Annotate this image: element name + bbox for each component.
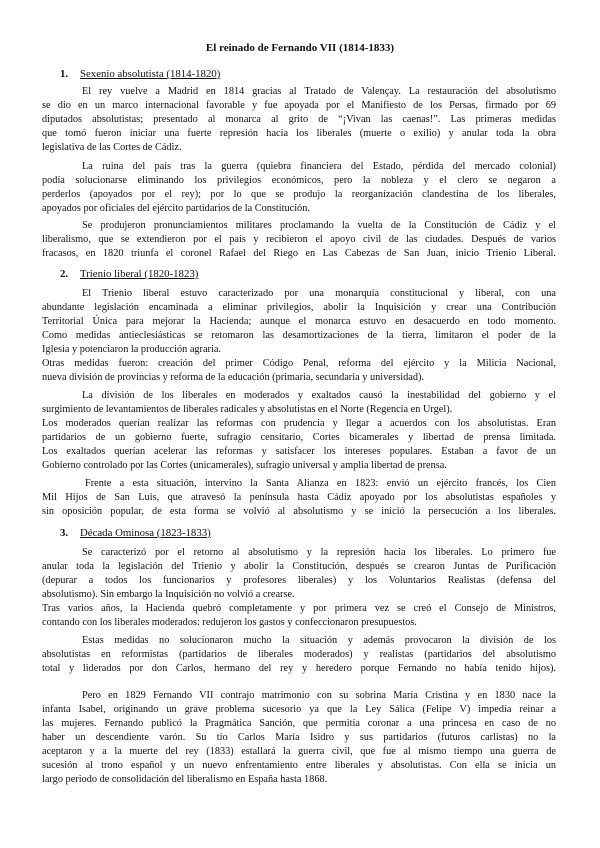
paragraph-line: La ruina del país tras la guerra (quiebra financiera del Estado, pérdida del mercado colonial) <box>82 161 556 172</box>
paragraph-line: surgimiento de levantamientos de liberales radicales y absolutistas en el Norte (Regencia en Urgel). <box>42 404 453 415</box>
paragraph-line: infanta Isabel, originando un grave problema sucesorio ya que la Ley Sálica (Felipe V) impedía reinar a <box>42 704 556 715</box>
paragraph-line: total y liderados por don Carlos, hermano del rey y heredero porque Fernando no había tenido hijos). <box>42 663 556 674</box>
paragraph-line: nueva división de provincias y reforma de la educación (primaria, secundaria y universidad). <box>42 372 424 383</box>
paragraph-line: aceptaron y a la muerte del rey (1833) estallará la guerra civil, que fue al mismo tiempo una guerra de <box>42 746 556 757</box>
paragraph-line: Territorial Única para mejorar la Hacienda; aunque el monarca estuvo en desacuerdo en todo momento. <box>42 316 556 327</box>
section-title: Década Ominosa (1823-1833) <box>80 527 211 539</box>
paragraph-line: diputados absolutistas; presentado al monarca al grito de “¡Vivan las caenas!”. Las primeras medidas <box>42 114 556 125</box>
paragraph-line: sin oposición popular, de esta forma se volvió al absolutismo y se inició la persecución a los liberales. <box>42 506 556 517</box>
paragraph-line: Se caracterizó por el retorno al absolutismo y la represión hacia los liberales. Lo primero fue <box>82 547 556 558</box>
document-title: El reinado de Fernando VII (1814-1833) <box>205 42 395 54</box>
paragraph-line: Iglesia y potenciaron la producción agraria. <box>42 344 221 355</box>
section-number: 2. <box>60 268 69 280</box>
paragraph-line: abundante legislación encaminada a eliminar privilegios, abolir la Inquisición y crear una Contribución <box>42 302 556 313</box>
paragraph-line: sucesión al trono español y un nuevo enfrentamiento entre liberales y absolutistas. Con ella se inicia un <box>42 760 556 771</box>
paragraph-line: las mujeres. Fernando publicó la Pragmática Sanción, que permitía coronar a una princesa en caso de no <box>42 718 556 729</box>
section-title: Trienio liberal (1820-1823) <box>80 268 199 280</box>
paragraph-line: El Trienio liberal estuvo caracterizado por una monarquía constitucional y liberal, con una <box>82 288 556 299</box>
section-heading-trienio <box>60 267 198 281</box>
paragraph-line: apoyados por oficiales del ejército partidarios de la Constitución. <box>42 203 310 214</box>
section-number: 1. <box>60 68 69 80</box>
paragraph-line: largo periodo de consolidación del liberalismo en España hasta 1868. <box>42 774 328 785</box>
paragraph-line: absolutistas en reformistas (partidarios de liberales moderados) y realistas (partidarios del absolutismo <box>42 649 556 660</box>
paragraph-line: Como medidas antieclesiásticas se retomaron las desamortizaciones de la tierra, limitaron el poder de la <box>42 330 556 341</box>
paragraph-line: (depurar a todos los funcionarios y profesores liberales) y los Voluntarios Realistas (defensa del <box>42 575 556 586</box>
paragraph-line: fracasos, en 1820 triunfa el coronel Rafael del Riego en Las Cabezas de San Juan, inicio Trienio Liberal. <box>42 248 556 259</box>
section-number: 3. <box>60 527 69 539</box>
paragraph-line: Se produjeron pronunciamientos militares proclamando la vuelta de la Constitución de Cádiz y el <box>82 220 556 231</box>
paragraph-line: anular toda la legislación del Trienio y abolir la Constitución, después se crearon Juntas de Purificación <box>42 561 556 572</box>
paragraph-line: Mil Hijos de San Luis, que atravesó la península hasta Cádiz apoyado por los absolutistas españoles y <box>42 492 556 503</box>
paragraph-line: Estas medidas no solucionaron mucho la situación y además provocaron la división de los <box>82 635 556 646</box>
paragraph-line: podía solucionarse eliminando los privilegios económicos, pero la nobleza y el clero se negaron a <box>42 175 556 186</box>
paragraph-line: liberalismo, que se extendieron por el país y recibieron el apoyo civil de las ciudades. Después de varios <box>42 234 556 245</box>
paragraph-line: contando con los liberales moderados: redujeron los gastos y confeccionaron presupuestos. <box>42 617 417 628</box>
paragraph-line: se dio en un marco internacional favorable y fue apoyada por el Manifiesto de los Persas, firmado por 69 <box>42 100 556 111</box>
section-title: Sexenio absolutista (1814-1820) <box>80 68 221 80</box>
paragraph-line: Los exaltados querían acelerar las reformas y satisfacer los intereses populares. Estaban a favor de un <box>42 446 556 457</box>
section-heading-decada-ominosa <box>60 526 211 540</box>
paragraph-line: absolutismo). Sin embargo la Inquisición no volvió a crearse. <box>42 589 295 600</box>
paragraph-line: partidarios de un gobierno fuerte, sufragio censitario, Cortes bicamerales y libertad de prensa limitada. <box>42 432 556 443</box>
paragraph-line: Frente a esta situación, intervino la Santa Alianza en 1823: envió un ejército francés, los Cien <box>85 478 556 489</box>
section-heading-sexenio <box>60 67 220 81</box>
paragraph-line: haber un descendiente varón. Su tío Carlos María Isidro y sus partidarios (futuros carlistas) no la <box>42 732 556 743</box>
paragraph-line: Pero en 1829 Fernando VII contrajo matrimonio con su sobrina María Cristina y en 1830 nace la <box>82 690 556 701</box>
paragraph-line: Tras varios años, la Hacienda quebró completamente y por primera vez se creó el Consejo de Ministros, <box>42 603 556 614</box>
paragraph-line: que tomó fueron iniciar una fuerte represión hacia los liberales (muerte o exilio) y anular toda la obra <box>42 128 556 139</box>
paragraph-line: Gobierno controlado por las Cortes (unicamerales), sufragio universal y amplia libertad de prensa. <box>42 460 447 471</box>
paragraph-line: legislativa de las Cortes de Cádiz. <box>42 142 182 153</box>
paragraph-line: La división de los liberales en moderados y exaltados causó la inestabilidad del gobierno y el <box>82 390 556 401</box>
paragraph-line: perderlos (apoyados por el rey); por lo que se produjo la reorganización clandestina de los liberales, <box>42 189 556 200</box>
paragraph-line: El rey vuelve a Madrid en 1814 gracias al Tratado de Valençay. La restauración del absolutismo <box>82 86 556 97</box>
paragraph-line: Los moderados querían realizar las reformas con prudencia y llegar a acuerdos con los absolutistas. Eran <box>42 418 556 429</box>
paragraph-line: Otras medidas fueron: creación del primer Código Penal, reforma del ejército y la Milicia Nacional, <box>42 358 556 369</box>
